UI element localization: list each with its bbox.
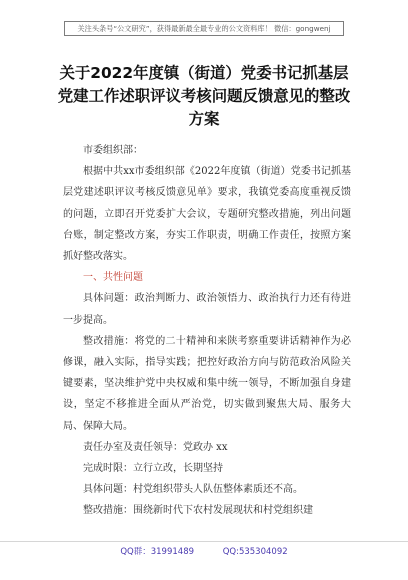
footer-bar [0,541,408,563]
measure-paragraph-1: 整改措施：将党的二十精神和来陕考察重要讲话精神作为必修课，融入实际，指导实践；把控好政治方向与防范政治风险关键要素，坚决维护党中央权威和集中统一领导，不断加强自身建设，坚定不移推进全面从严治党，切实做到聚焦大局、服务大局、保障大局。 [63,335,351,432]
problem-paragraph-2: 具体问题：村党组织带头人队伍整体素质还不高。 [83,484,303,496]
document-body [63,140,351,522]
header-banner: 关注头条号“公文研究”，获得最新最全最专业的公文资料库！ 微信：gongwenj [64,21,344,36]
document-title: 关于2022年度镇（街道）党委书记抓基层党建工作述职评议考核问题反馈意见的整改方案 [57,64,351,128]
problem-paragraph-1: 具体问题：政治判断力、政治领悟力、政治执行力还有待进一步提高。 [63,293,351,326]
responsible-paragraph: 责任办室及责任领导：党政办 xx [83,441,228,453]
footer-qq-group: QQ群：31991489 [120,547,195,557]
salutation: 市委组织部： [83,145,143,156]
deadline-paragraph: 完成时限：立行立改，长期坚持 [83,463,223,475]
measure-paragraph-2: 整改措施：围绕新时代下农村发展现状和村党组织建 [83,505,313,517]
section-heading-common-issues: 一、共性问题 [83,272,143,284]
intro-paragraph: 根据中共xx市委组织部《2022年度镇（街道）党委书记抓基层党建述职评议考核反馈意见单》要求，我镇党委高度重视反馈的问题，立即召开党委扩大会议，专题研究整改措施，列出问题台账，制定整改方案，夯实工作职责，明确工作责任，按照方案抓好整改落实。 [63,166,351,263]
footer-qq: QQ:535304092 [222,547,288,557]
